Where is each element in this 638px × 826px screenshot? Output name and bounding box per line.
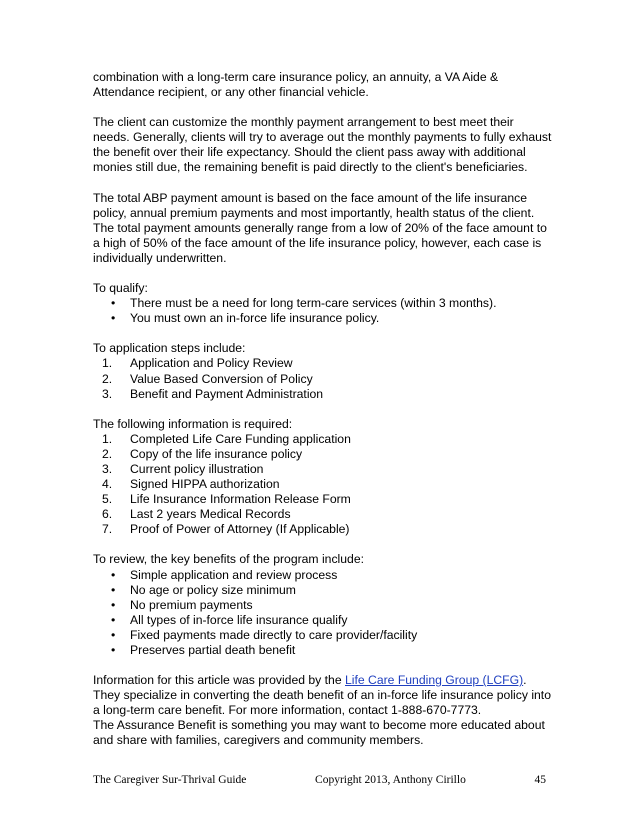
list-item-text: Value Based Conversion of Policy [130,371,313,386]
list-item [93,568,553,583]
list-item [93,598,553,613]
list-item [93,583,553,598]
list-number: 7. [102,522,113,537]
qualify-section [93,281,553,326]
bullet-icon: • [111,296,116,311]
closing-intro-text: Information for this article was provided by the [93,673,345,688]
list-item [93,522,553,537]
list-item-text: Copy of the life insurance policy [130,446,303,461]
list-item [93,643,553,658]
bullet-icon: • [111,597,116,612]
list-item-text: No premium payments [130,597,253,612]
closing-period: . [523,673,527,688]
list-item-text: Completed Life Care Funding application [130,431,351,446]
steps-heading: To application steps include: [93,341,246,356]
page-footer [93,774,546,786]
benefits-heading: To review, the key benefits of the program include: [93,552,364,567]
list-item [93,492,553,507]
list-item-text: Benefit and Payment Administration [130,386,324,401]
closing-section [93,673,553,748]
list-item-text: Life Insurance Information Release Form [130,492,351,507]
benefits-section [93,552,553,658]
list-item-text: You must own an in-force life insurance policy. [130,311,380,326]
footer-copyright: Copyright 2013, Anthony Cirillo [315,774,466,786]
list-item [93,462,553,477]
paragraph-vehicle: combination with a long-term care insurance policy, an annuity, a VA Aide & Attendance recipient, or any other financial vehicle. [93,70,499,100]
bullet-icon: • [111,567,116,582]
closing-assurance-text: The Assurance Benefit is something you may want to become more educated about and share with families, caregivers and community members. [93,718,545,748]
lcfg-link[interactable]: Life Care Funding Group (LCFG) [345,673,524,688]
list-item [93,296,553,311]
document-body [93,70,553,749]
required-info-section [93,417,553,538]
qualify-list [93,296,553,326]
steps-list [93,356,553,401]
list-number: 1. [102,431,113,446]
list-item-text: Application and Policy Review [130,356,293,371]
benefits-list [93,568,553,659]
list-item-text: Fixed payments made directly to care provider/facility [130,627,418,642]
list-item [93,447,553,462]
list-item [93,507,553,522]
bullet-icon: • [111,311,116,326]
list-item-text: There must be a need for long term-care services (within 3 months). [130,296,497,311]
list-number: 2. [102,446,113,461]
list-item [93,613,553,628]
list-item-text: No age or policy size minimum [130,582,296,597]
list-item-text: Signed HIPPA authorization [130,477,280,492]
list-item-text: Preserves partial death benefit [130,643,296,657]
list-item-text: Last 2 years Medical Records [130,507,291,522]
bullet-icon: • [111,582,116,597]
bullet-icon: • [111,612,116,627]
list-number: 1. [102,356,113,371]
list-item [93,311,553,326]
list-item [93,477,553,492]
footer-book-title: The Caregiver Sur-Thrival Guide [93,774,247,786]
paragraph-payment-arrangement: The client can customize the monthly payment arrangement to best meet their needs. Generally, clients will try to average out the monthly payments to fully exhaust the benefit over their life expectancy. Should the client pass away with additional monies still due, the remaining benefit is paid directly to the client's beneficiaries. [93,115,552,175]
list-number: 3. [102,461,113,476]
list-item-text: Proof of Power of Attorney (If Applicable) [130,522,350,537]
bullet-icon: • [111,627,116,642]
list-number: 2. [102,371,113,386]
list-item [93,372,553,387]
required-info-list [93,432,553,538]
closing-attribution [93,673,553,688]
list-item-text: Current policy illustration [130,461,264,476]
list-number: 6. [102,507,113,522]
list-number: 3. [102,386,113,401]
list-item [93,387,553,402]
list-item [93,628,553,643]
steps-section [93,341,553,401]
list-number: 4. [102,477,113,492]
list-item [93,356,553,371]
closing-specialty-text: They specialize in converting the death benefit of an in-force life insurance policy into a long-term care benefit. For more information, contact 1-888-670-7773. [93,688,551,718]
bullet-icon: • [111,643,116,657]
list-item-text: Simple application and review process [130,567,338,582]
list-item [93,432,553,447]
footer-page-number: 45 [534,774,546,786]
list-item-text: All types of in-force life insurance qualify [130,612,348,627]
qualify-heading: To qualify: [93,281,148,296]
paragraph-payment-amount: The total ABP payment amount is based on the face amount of the life insurance policy, annual premium payments and most importantly, health status of the client. The total payment amounts generally range from a low of 20% of the face amount to a high of 50% of the face amount of the life insurance policy, however, each case is individually underwritten. [93,190,547,265]
list-number: 5. [102,492,113,507]
required-info-heading: The following information is required: [93,416,293,431]
